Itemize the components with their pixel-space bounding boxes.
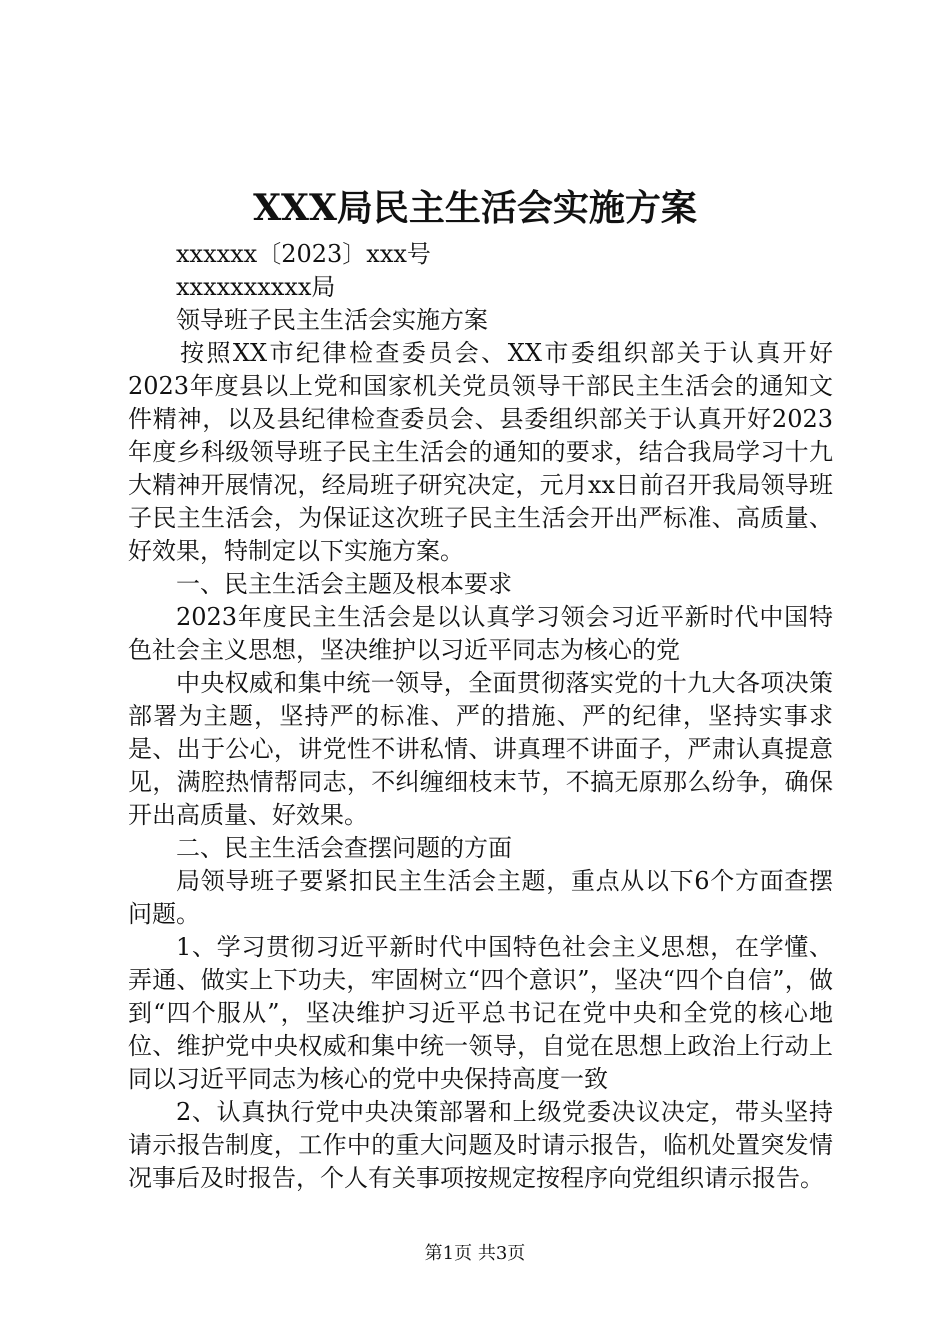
heading-section-1: 一、民主生活会主题及根本要求 <box>176 570 512 598</box>
subtitle: 领导班子民主生活会实施方案 <box>176 306 488 334</box>
doc-number: xxxxxx〔2023〕xxx号 <box>176 240 431 268</box>
paragraph-item-2: 2、认真执行党中央决策部署和上级党委决议决定，带头坚持请示报告制度，工作中的重大问题及时请示报告，临机处置突发情况事后及时报告，个人有关事项按规定按程序向党组织请示报告。 <box>128 1098 833 1192</box>
issuer: xxxxxxxxxx局 <box>176 273 336 301</box>
page-footer: 第1页 共3页 <box>424 1243 526 1264</box>
document-title: XXX局民主生活会实施方案 <box>253 187 697 229</box>
paragraph-theme-cont: 中央权威和集中统一领导，全面贯彻落实党的十九大各项决策部署为主题，坚持严的标准、严的措施、严的纪律，坚持实事求是、出于公心，讲党性不讲私情、讲真理不讲面子，严肃认真提意见，满腔热情帮同志，不纠缠细枝末节，不搞无原那么纷争，确保开出高质量、好效果。 <box>128 669 833 829</box>
paragraph-theme: 2023年度民主生活会是以认真学习领会习近平新时代中国特色社会主义思想，坚决维护以习近平同志为核心的党 <box>128 603 833 664</box>
paragraph-intro: 按照XX市纪律检查委员会、XX市委组织部关于认真开好2023年度县以上党和国家机关党员领导干部民主生活会的通知文件精神，以及县纪律检查委员会、县委组织部关于认真开好2023年度乡科级领导班子民主生活会的通知的要求，结合我局学习十九大精神开展情况，经局班子研究决定，元月xx日前召开我局领导班子民主生活会，为保证这次班子民主生活会开出严标准、高质量、好效果，特制定以下实施方案。 <box>128 339 833 565</box>
paragraph-item-1: 1、学习贯彻习近平新时代中国特色社会主义思想，在学懂、弄通、做实上下功夫，牢固树立“四个意识”，坚决“四个自信”，做到“四个服从”，坚决维护习近平总书记在党中央和全党的核心地位、维护党中央权威和集中统一领导，自觉在思想上政治上行动上同以习近平同志为核心的党中央保持高度一致 <box>128 933 833 1093</box>
document-body <box>128 238 833 1195</box>
paragraph-aspects: 局领导班子要紧扣民主生活会主题，重点从以下6个方面查摆问题。 <box>128 867 833 928</box>
heading-section-2: 二、民主生活会查摆问题的方面 <box>176 834 512 862</box>
